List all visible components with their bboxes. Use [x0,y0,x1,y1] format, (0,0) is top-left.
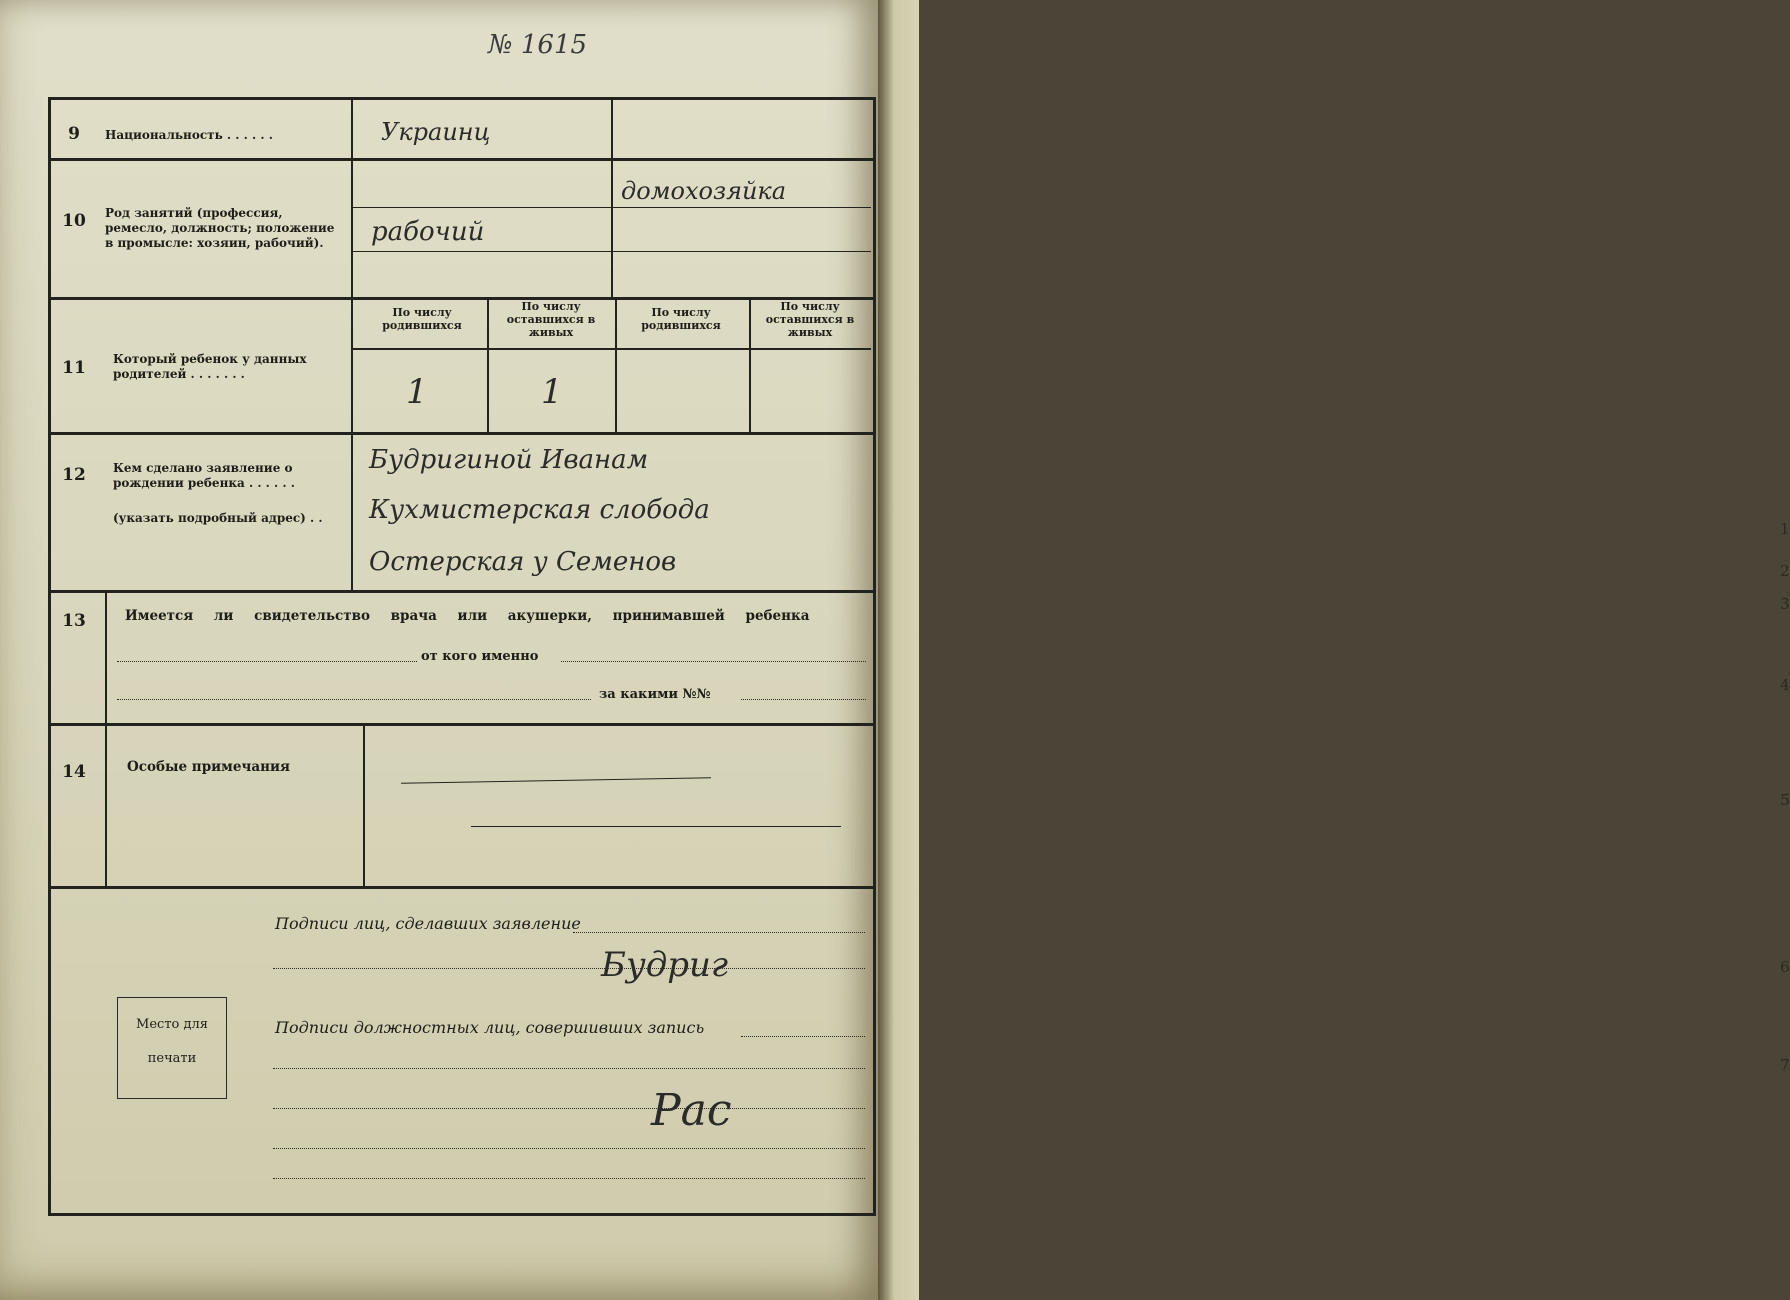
row-label: Род занятий (профессия, ремесло, должность; положение в промысле: хозяин, рабочий). [105,206,335,250]
column-header: По числу оставшихся в живых [506,300,596,339]
record-number: № 1615 [488,30,588,60]
row-remarks [51,726,873,889]
applicants-label: Подписи лиц, сделавших заявление [275,914,581,933]
row-number: 11 [62,358,86,378]
officials-label: Подписи должностных лиц, совершивших запись [275,1018,705,1037]
row-label-text: Который ребенок у данных родителей [113,352,307,381]
applicant-signature: Будриг [601,945,729,985]
row-certificate [51,593,873,726]
stamp-label: печати [147,1051,197,1066]
from-label: от кого именно [421,649,539,664]
row-label: Особые примечания [127,759,290,775]
row-number: 9 [68,124,80,144]
edge-number: 1 [1780,520,1790,538]
row-label: Имеется ли свидетельство врача или акушерки, принимавшей ребенка [125,608,810,624]
row-label: Кем сделано заявление о рождении ребенка . . . . . . [113,461,295,490]
edge-number: 6 [1780,958,1790,976]
edge-number: 4 [1780,676,1790,694]
edge-number: 7 [1780,1056,1790,1074]
row-number: 14 [62,762,86,782]
handwritten-line: Остерская у Семенов [369,547,677,577]
column-header: По числу родившихся [382,306,462,332]
stamp-placeholder [117,997,227,1099]
row-number: 10 [62,211,86,231]
adjacent-page-edge [878,0,1790,1300]
row-sublabel-text: (указать подробный адрес) [113,511,306,525]
handwritten-value: 1 [406,372,428,412]
edge-number: 2 [1780,562,1790,580]
column-header: По числу родившихся [641,306,721,332]
stamp-label: Место для [136,1017,208,1032]
edge-number: 3 [1780,595,1790,613]
row-child-order [51,300,873,435]
edge-number: 5 [1780,791,1790,809]
row-sublabel: (указать подробный адрес) . . [113,511,323,525]
handwritten-value: Украинц [381,118,491,146]
column-header: По числу оставшихся в живых [765,300,855,339]
handwritten-value: домохозяйка [621,177,787,205]
row-number: 12 [62,465,86,485]
row-label-text: Национальность [105,128,223,142]
handwritten-line: Кухмистерская слобода [369,495,710,525]
row-occupation [51,161,873,300]
row-label-text: Кем сделано заявление о рождении ребенка [113,461,293,490]
row-label: Который ребенок у данных родителей . . . . . . . [113,352,307,381]
registration-form [48,97,876,1216]
row-number: 13 [62,611,86,631]
numbers-label: за какими №№ [599,687,711,702]
handwritten-value: рабочий [371,217,485,247]
official-signature: Рас [651,1085,732,1136]
handwritten-line: Будригиной Иванам [369,445,649,475]
row-declarant [51,435,873,593]
handwritten-value: 1 [541,372,563,412]
row-label: Национальность . . . . . . [105,128,273,142]
row-nationality [51,100,873,161]
